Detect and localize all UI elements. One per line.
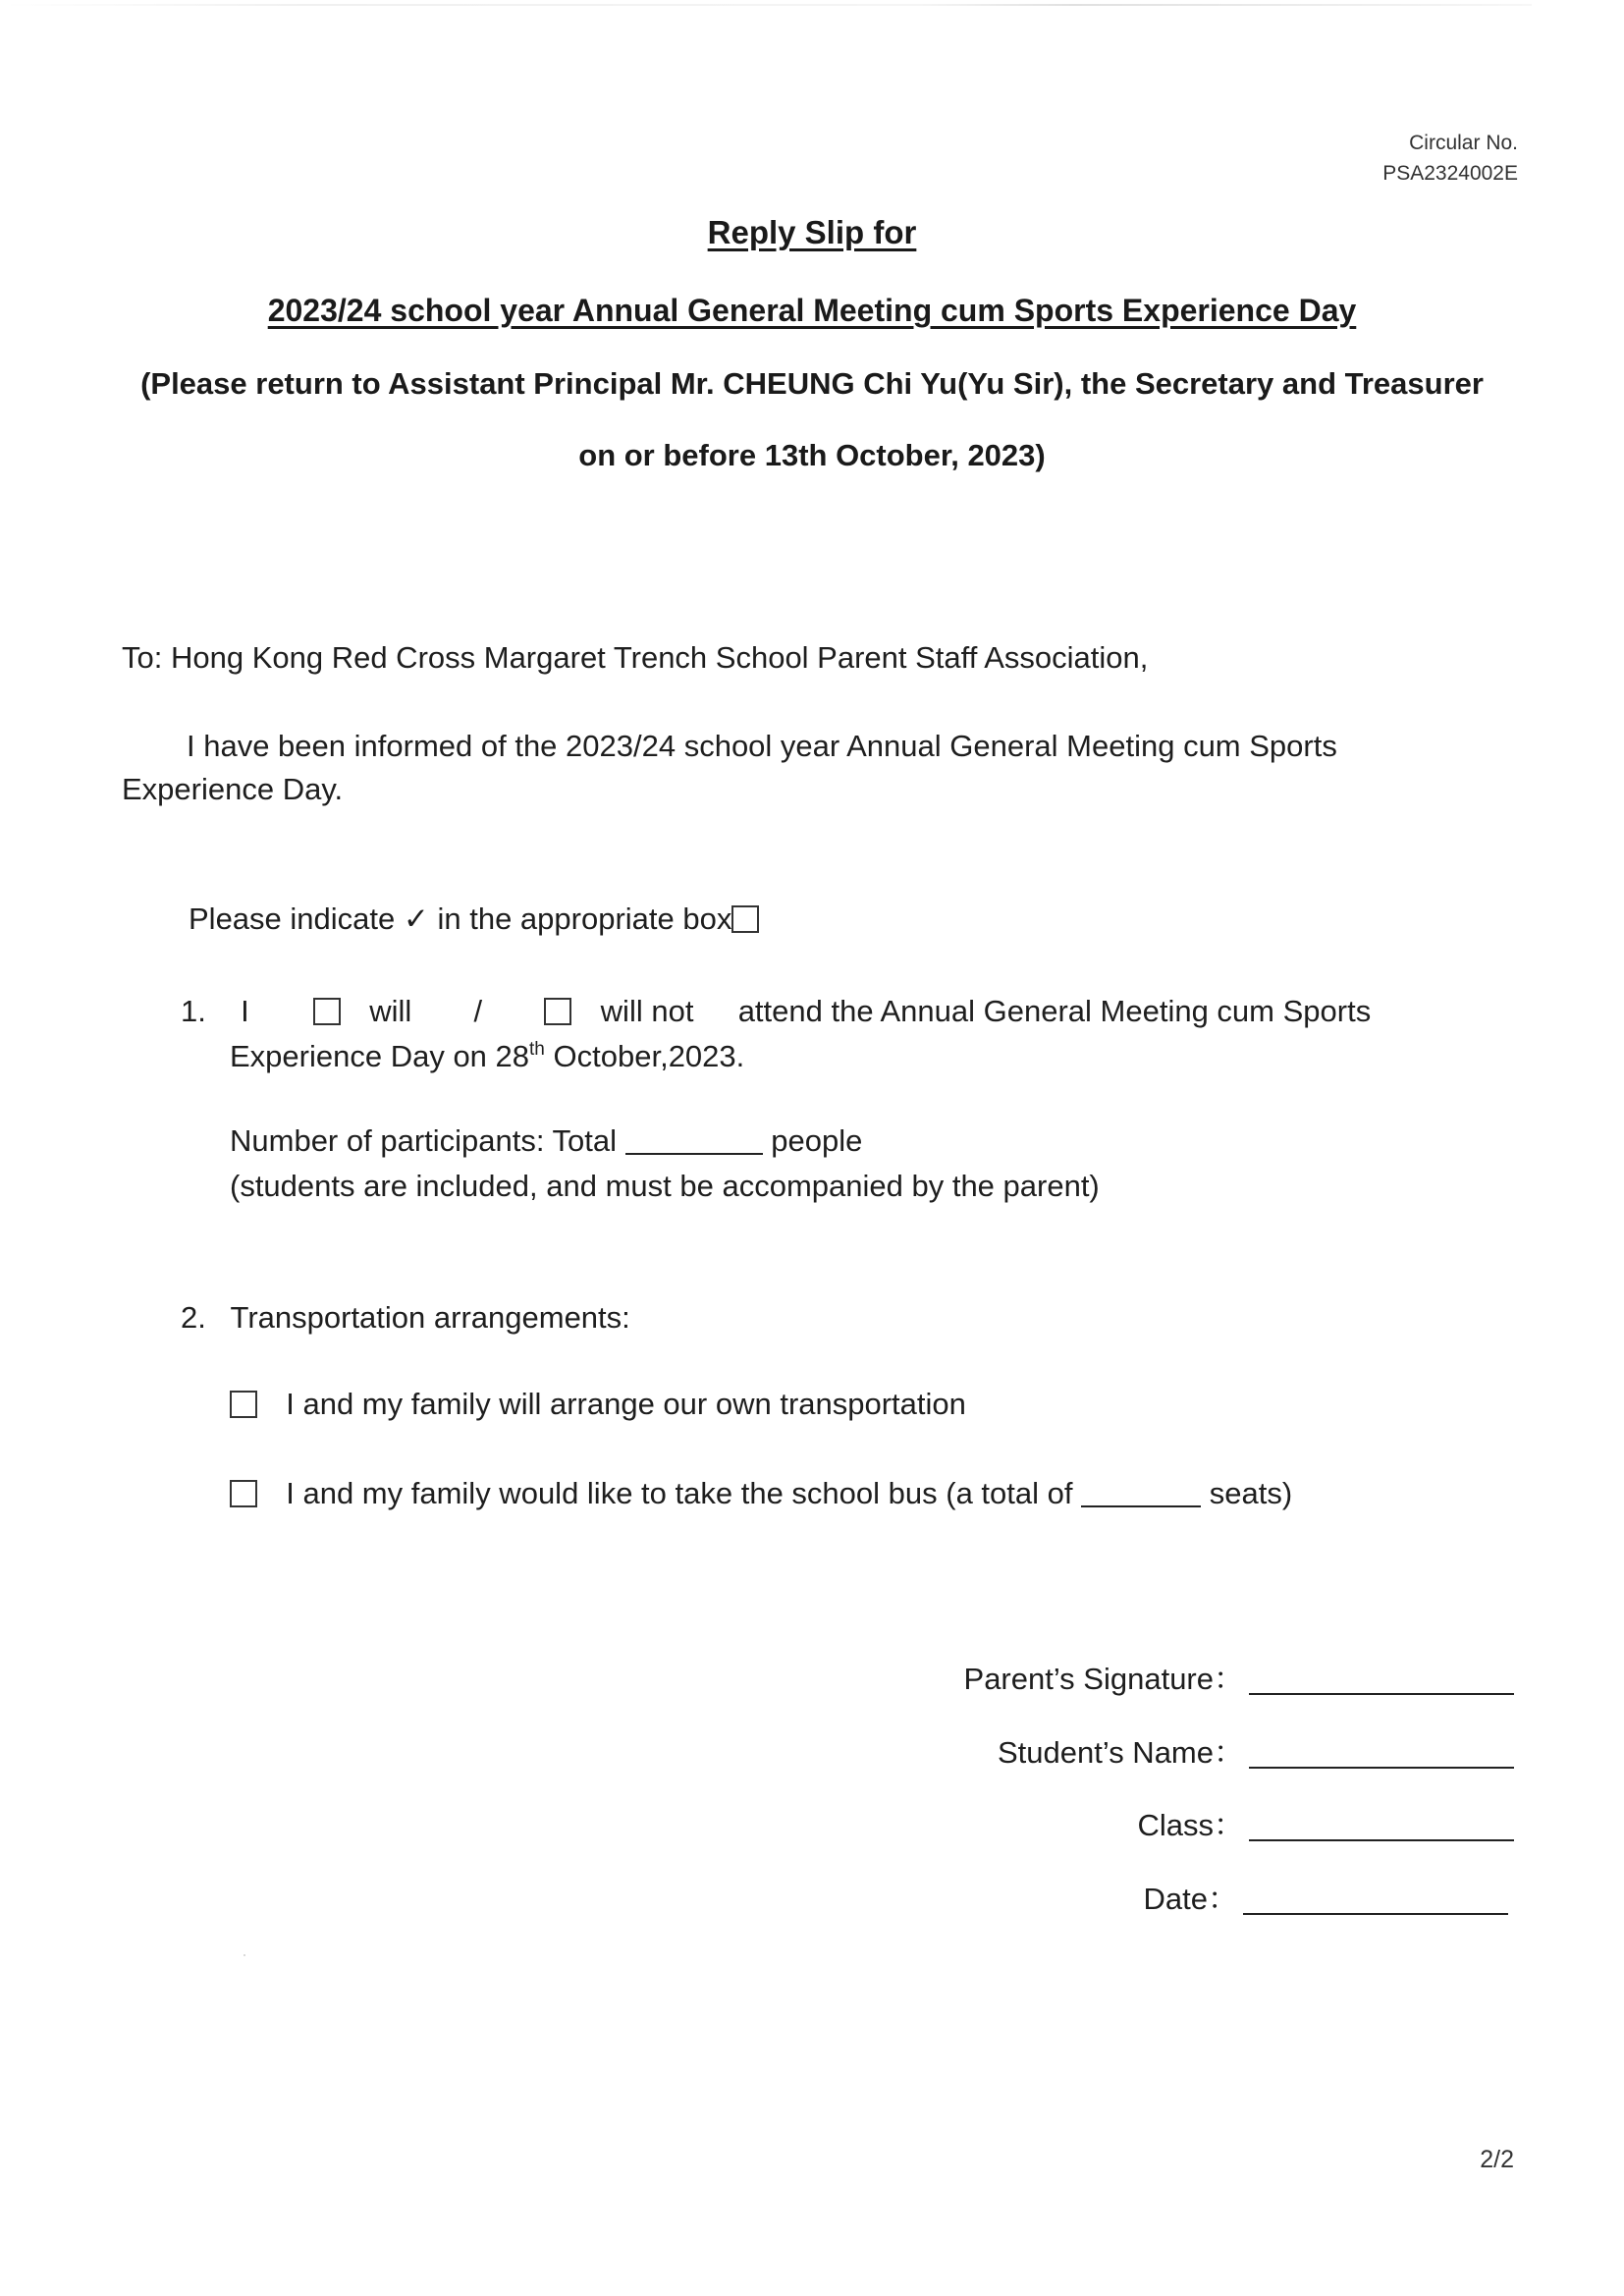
parent-signature-field[interactable]	[1249, 1664, 1514, 1695]
scan-speck	[244, 1954, 245, 1956]
scan-edge-line	[0, 4, 1532, 6]
class-row	[1137, 1800, 1514, 1844]
colon: ：	[1208, 1882, 1238, 1916]
transport-option-bus	[230, 1472, 1292, 1515]
item2-number: 2.	[181, 1300, 206, 1335]
checkmark-icon: ✓	[403, 902, 429, 936]
colon: ：	[1214, 1808, 1244, 1842]
colon: ：	[1214, 1735, 1244, 1770]
participants-blank[interactable]	[625, 1123, 763, 1155]
school-bus-suffix: seats)	[1209, 1476, 1293, 1510]
will-checkbox[interactable]	[313, 998, 341, 1025]
item1-date-suffix: October,2023.	[553, 1039, 745, 1073]
addressee: To: Hong Kong Red Cross Margaret Trench School Parent Staff Association,	[122, 640, 1149, 675]
item1-text-rest: attend the Annual General Meeting cum Sports	[737, 994, 1372, 1028]
example-checkbox	[731, 905, 759, 933]
item1-date-superscript: th	[529, 1039, 545, 1060]
school-bus-label: I and my family would like to take the school bus (a total of	[286, 1476, 1073, 1510]
item1-date-prefix: Experience Day on 28	[230, 1039, 530, 1073]
title-reply-slip: Reply Slip for	[707, 214, 917, 250]
circular-reference	[1382, 128, 1518, 189]
return-note-line2: on or before 13th October, 2023)	[578, 438, 1046, 472]
instruction-line	[189, 898, 759, 941]
item2-heading-line	[181, 1296, 630, 1339]
parent-signature-row	[964, 1654, 1514, 1698]
option-separator: /	[473, 994, 483, 1028]
class-label: Class	[1137, 1808, 1214, 1842]
circular-label: Circular No.	[1409, 132, 1518, 154]
circular-number: PSA2324002E	[1382, 162, 1518, 185]
page-number: 2/2	[1480, 2146, 1514, 2173]
item1-line1	[181, 990, 1371, 1033]
colon: ：	[1214, 1662, 1244, 1696]
statement-text: I have been informed of the 2023/24 school year Annual General Meeting cum Sports Experience Day.	[122, 729, 1337, 806]
date-label: Date	[1143, 1882, 1208, 1916]
instruction-prefix: Please indicate	[189, 902, 396, 936]
item1-number: 1.	[181, 994, 206, 1028]
title-event-name: 2023/24 school year Annual General Meeting cum Sports Experience Day	[267, 293, 1357, 328]
participants-line	[230, 1120, 862, 1163]
option-will-not-label: will not	[600, 994, 694, 1028]
instruction-suffix: in the appropriate box	[437, 902, 732, 936]
own-transport-label: I and my family will arrange our own transportation	[286, 1387, 966, 1421]
date-row	[1144, 1874, 1508, 1918]
date-field[interactable]	[1243, 1884, 1508, 1915]
option-will-label: will	[369, 994, 412, 1028]
participants-note: (students are included, and must be accompanied by the parent)	[230, 1169, 1100, 1203]
own-transport-checkbox[interactable]	[230, 1391, 257, 1418]
school-bus-checkbox[interactable]	[230, 1480, 257, 1507]
item1-line2	[230, 1035, 744, 1078]
parent-signature-label: Parent’s Signature	[963, 1662, 1214, 1696]
item2-heading: Transportation arrangements:	[230, 1300, 630, 1335]
transport-option-own	[230, 1383, 966, 1426]
item1-subject: I	[241, 994, 249, 1028]
participants-prefix: Number of participants: Total	[230, 1123, 618, 1158]
class-field[interactable]	[1249, 1810, 1514, 1841]
student-name-label: Student’s Name	[998, 1735, 1214, 1770]
statement-paragraph	[122, 725, 1496, 811]
seats-blank[interactable]	[1081, 1476, 1201, 1507]
participants-suffix: people	[771, 1123, 863, 1158]
student-name-field[interactable]	[1249, 1737, 1514, 1769]
return-note-line1: (Please return to Assistant Principal Mr. CHEUNG Chi Yu(Yu Sir), the Secretary and Treasurer	[140, 366, 1484, 401]
student-name-row	[998, 1727, 1514, 1772]
will-not-checkbox[interactable]	[544, 998, 571, 1025]
